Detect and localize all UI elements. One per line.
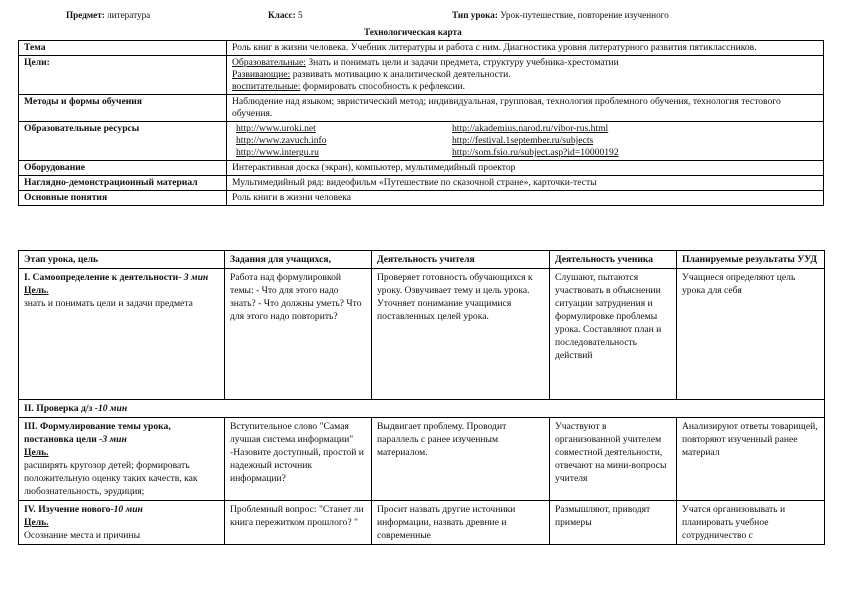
theme-value: Роль книг в жизни человека. Учебник литературы и работа с ним. Диагностика уровня литературного развития пятиклассников.: [227, 41, 824, 56]
goals-dev-label: Развивающие:: [232, 69, 291, 80]
stage-goal-label: Цель.: [24, 447, 49, 458]
column-header-teacher: Деятельность учителя: [372, 251, 550, 269]
visual-materials-label: Наглядно-демонстрационный материал: [19, 176, 227, 191]
stage-title: I. Самоопределение к деятельности-: [24, 272, 184, 283]
column-header-tasks: Задания для учащихся,: [225, 251, 372, 269]
column-header-student: Деятельность ученика: [550, 251, 677, 269]
stage-time: 10 мин: [113, 504, 143, 515]
methods-value: Наблюдение над языком; эвристический метод; индивидуальная, групповая, технология проблемного обучения, технология тестового обучения.: [227, 95, 824, 122]
result-cell: Учащиеся определяют цель урока для себя: [677, 269, 825, 400]
stage-time: 3 мин: [183, 272, 209, 283]
lesson-type-header: [452, 10, 669, 20]
student-cell: Участвуют в организованной учителем совместной деятельности, отвечают на мини-вопросы учителя: [550, 418, 677, 501]
resource-link[interactable]: http://festival.1september.ru/subjects: [452, 135, 594, 146]
stage-cell: [19, 501, 225, 545]
goals-edu-text: Знать и понимать цели и задачи предмета, структуру учебника-хрестоматии: [305, 57, 619, 68]
goals-up-text: формировать способность к рефлексии.: [300, 81, 466, 92]
equipment-label: Оборудование: [19, 161, 227, 176]
teacher-cell: Просит назвать другие источники информации, назвать древние и современные: [372, 501, 550, 545]
resources-label: Образовательные ресурсы: [19, 122, 227, 161]
resource-link[interactable]: http://www.uroki.net: [236, 123, 316, 134]
lesson-type-label: Тип урока:: [452, 10, 498, 20]
goals-up-label: воспитательные:: [232, 81, 301, 92]
task-cell: Проблемный вопрос: "Станет ли книга пережитком прошлого? ": [225, 501, 372, 545]
stage-row: [19, 400, 825, 418]
document-title: Технологическая карта: [364, 27, 462, 37]
subject-label: Предмет:: [66, 10, 105, 20]
student-cell: Размышляют, приводят примеры: [550, 501, 677, 545]
class-label: Класс:: [268, 10, 296, 20]
stage-title: IV. Изучение нового-: [24, 504, 114, 515]
resource-link[interactable]: http://www.intergu.ru: [236, 147, 319, 158]
teacher-cell: Проверяет готовность обучающихся к уроку. Озвучивает тему и цель урока. Уточняет понимание учащимися поставленных целей урока.: [372, 269, 550, 400]
resource-link[interactable]: http://akademius.narod.ru/vibor-rus.html: [452, 123, 609, 134]
teacher-cell: Выдвигает проблему. Проводит параллель с ранее изученным материалом.: [372, 418, 550, 501]
stage-goal-label: Цель.: [24, 517, 49, 528]
column-header-stage: Этап урока, цель: [19, 251, 225, 269]
lesson-type-value: Урок-путешествие, повторение изученного: [500, 10, 669, 20]
subject-value: литература: [107, 10, 151, 20]
equipment-row: [19, 161, 824, 176]
student-cell: Слушают, пытаются участвовать в объяснении ситуации затруднения и формулировке проблемы урока. Составляют план и последовательность действий: [550, 269, 677, 400]
class-header: [268, 10, 303, 20]
stage-row: [19, 418, 825, 501]
goals-row: [19, 56, 824, 95]
stage-title: III. Формулирование темы урока, постановка цели: [24, 421, 171, 445]
goals-value: [227, 56, 824, 95]
lesson-stages-table: [18, 250, 825, 545]
stage-title: II. Проверка д/з: [24, 403, 95, 414]
methods-label: Методы и формы обучения: [19, 95, 227, 122]
stage-cell: [19, 400, 825, 418]
equipment-value: Интерактивная доска (экран), компьютер, мультимедийный проектор: [227, 161, 824, 176]
stage-time: -10 мин: [94, 403, 128, 414]
resources-row: [19, 122, 824, 161]
result-cell: Учатся организовывать и планировать учебное сотрудничество с: [677, 501, 825, 545]
goals-edu-label: Образовательные:: [232, 57, 306, 68]
theme-row: [19, 41, 824, 56]
stage-row: [19, 269, 825, 400]
stage-goal-text: расширять кругозор детей; формировать положительную оценку таких качеств, как любознательность, эрудиция;: [24, 460, 198, 497]
stage-time: -3 мин: [99, 434, 127, 445]
theme-label: Тема: [19, 41, 227, 56]
resource-link[interactable]: http://www.zavuch.info: [236, 135, 327, 146]
subject-header: [66, 10, 150, 20]
stage-goal-text: Осознание места и причины: [24, 530, 141, 541]
stages-header-row: [19, 251, 825, 269]
stage-cell: [19, 418, 225, 501]
stage-goal-label: Цель.: [24, 285, 49, 296]
visual-materials-row: [19, 176, 824, 191]
task-cell: Работа над формулировкой темы: - Что для этого надо знать? - Что должны уметь? Что для этого надо повторить?: [225, 269, 372, 400]
resource-link[interactable]: http://som.fsio.ru/subject.asp?id=10000192: [452, 147, 619, 158]
lesson-info-table: [18, 40, 824, 206]
stage-row: [19, 501, 825, 545]
column-header-results: Планируемые результаты УУД: [677, 251, 825, 269]
resources-value: [227, 122, 824, 161]
visual-materials-value: Мультимедийный ряд: видеофильм «Путешествие по сказочной стране», карточки-тесты: [227, 176, 824, 191]
task-cell: Вступительное слово "Самая лучшая система информации" -Назовите доступный, простой и надежный источник информации?: [225, 418, 372, 501]
concepts-value: Роль книги в жизни человека: [227, 191, 824, 206]
class-value: 5: [297, 10, 303, 20]
goals-dev-text: развивать мотивацию к аналитической деятельности.: [290, 69, 511, 80]
stage-goal-text: знать и понимать цели и задачи предмета: [24, 298, 193, 309]
goals-label: Цели:: [19, 56, 227, 95]
stage-cell: [19, 269, 225, 400]
concepts-row: [19, 191, 824, 206]
methods-row: [19, 95, 824, 122]
result-cell: Анализируют ответы товарищей, повторяют изученный ранее материал: [677, 418, 825, 501]
concepts-label: Основные понятия: [19, 191, 227, 206]
